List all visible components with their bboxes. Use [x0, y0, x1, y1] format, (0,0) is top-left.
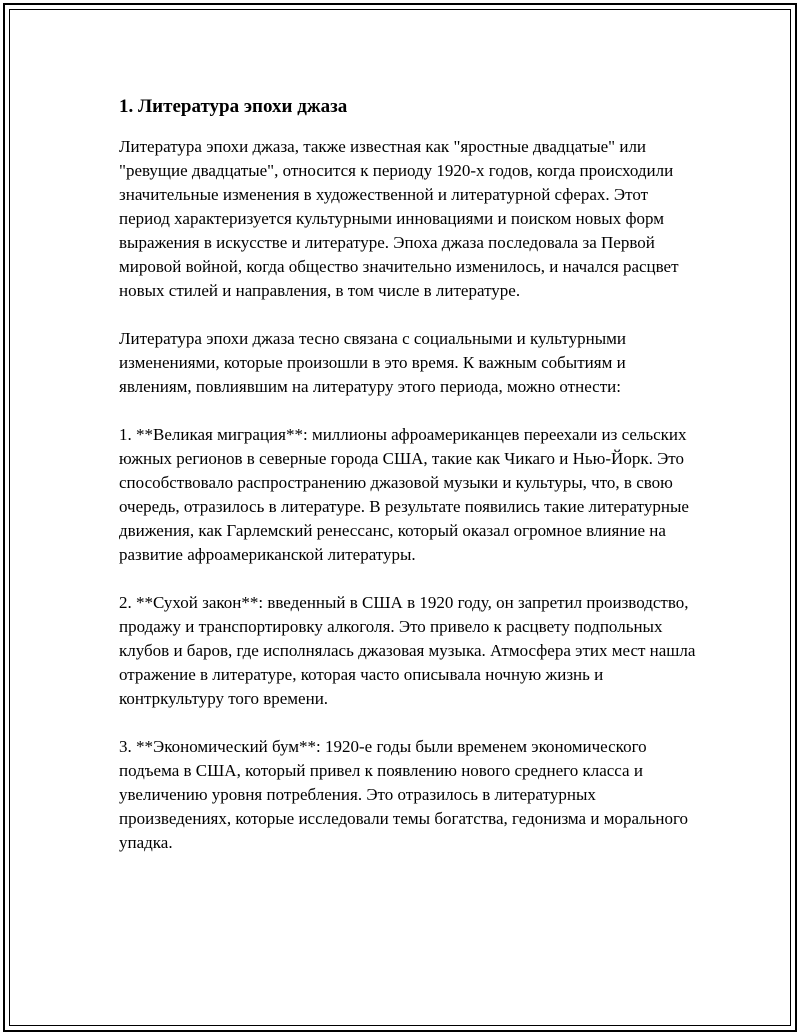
document-body [119, 95, 699, 879]
page-frame [3, 3, 797, 1032]
paragraph-economic-boom: 3. **Экономический бум**: 1920-е годы были временем экономического подъема в США, который привел к появлению нового среднего класса и увеличению уровня потребления. Это отразилось в литературных произведениях, которые исследовали темы богатства, гедонизма и морального упадка. [119, 737, 689, 852]
paragraph-context: Литература эпохи джаза тесно связана с социальными и культурными изменениями, которые произошли в это время. К важным событиям и явлениям, повлиявшим на литературу этого периода, можно отнести: [119, 329, 626, 396]
paragraph-prohibition: 2. **Сухой закон**: введенный в США в 1920 году, он запретил производство, продажу и транспортировку алкоголя. Это привело к расцвету подпольных клубов и баров, где исполнялась джазовая музыка. Атмосфера этих мест нашла отражение в литературе, которая часто описывала ночную жизнь и контркультуру того времени. [119, 593, 696, 708]
section-heading: 1. Литература эпохи джаза [119, 96, 348, 117]
paragraph-great-migration: 1. **Великая миграция**: миллионы афроамериканцев переехали из сельских южных регионов в северные города США, такие как Чикаго и Нью-Йорк. Это способствовало распространению джазовой музыки и культуры, что, в свою очередь, отразилось в литературе. В результате появились такие литературные движения, как Гарлемский ренессанс, который оказал огромное влияние на развитие афроамериканской литературы. [119, 425, 689, 564]
paragraph-intro: Литература эпохи джаза, также известная как "яростные двадцатые" или "ревущие двадцатые", относится к периоду 1920-х годов, когда происходили значительные изменения в художественной и литературной сферах. Этот период характеризуется культурными инновациями и поиском новых форм выражения в искусстве и литературе. Эпоха джаза последовала за Первой мировой войной, когда общество значительно изменилось, и начался расцвет новых стилей и направления, в том числе в литературе. [119, 137, 679, 300]
